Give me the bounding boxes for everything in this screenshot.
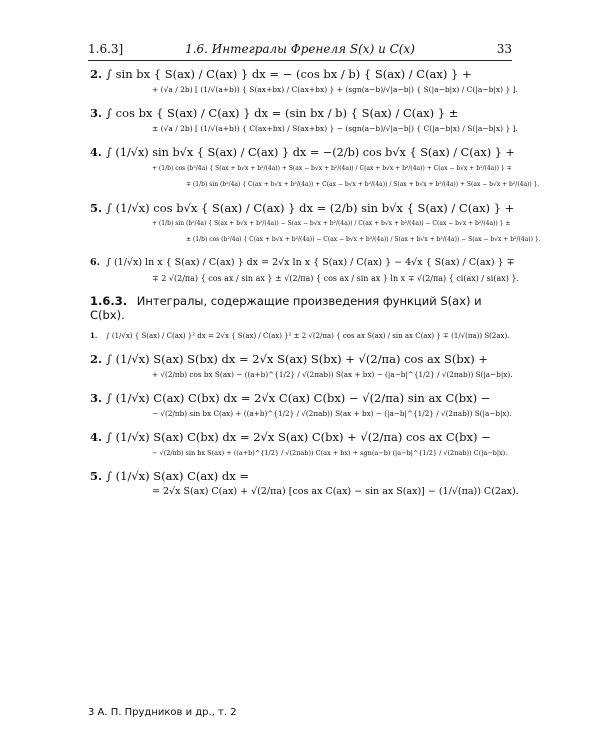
formula-item — [90, 144, 540, 193]
formula-item — [90, 429, 512, 461]
formula-item — [90, 105, 518, 137]
formula-line-continued — [90, 445, 512, 461]
formula-item — [90, 351, 512, 383]
formula-text: ∫ (1/√x) S(ax) C(ax) dx = — [106, 469, 250, 483]
formula-text: ∫ (1/√x) sin b√x { S(ax) / C(ax) } dx = −(2/b) cos b√x { S(ax) / C(ax) } + — [106, 146, 515, 159]
formula-text: ∫ (1/√x) S(ax) C(bx) dx = 2√x S(ax) C(bx) + √(2/πa) cos ax C(bx) − — [106, 430, 491, 444]
formula-item — [90, 328, 512, 344]
formula-number: 1. — [90, 331, 98, 340]
content — [90, 66, 541, 507]
formula-line-continued — [90, 232, 541, 248]
formula-line-first — [90, 144, 515, 161]
section-heading — [90, 294, 512, 322]
formula-line-continued — [90, 271, 520, 287]
formula-text: + (1/b) sin (b²/4a) { S(ax + b√x + b²/(4a)) − S(ax − b√x + b²/(4a)) / C(ax + b√x + b²/(4a)) − C(ax − b√x + b²/(4a)) } ± — [152, 220, 511, 227]
formula-list-a — [90, 66, 541, 287]
formula-text: + (√a / 2b) [ (1/√(a+b)) { S(ax+bx) / C(ax+bx) } + (sgn(a−b)/√|a−b|) { S(|a−b|x) / C(|a−b|x) } ]. — [152, 85, 518, 94]
formula-line-first — [90, 200, 515, 216]
formula-number: 3. — [90, 391, 103, 405]
formula-line-first — [90, 66, 512, 82]
formula-number: 4. — [90, 145, 102, 159]
running-header — [88, 42, 512, 61]
formula-number: 6. — [90, 257, 100, 268]
section-number: 1.6.3. — [90, 294, 128, 308]
formula-line-first — [90, 468, 512, 484]
formula-text: ∫ cos bx { S(ax) / C(ax) } dx = (sin bx / b) { S(ax) / C(ax) } ± — [106, 106, 459, 120]
formula-item — [90, 468, 519, 500]
formula-line-continued — [90, 406, 512, 422]
formula-item — [90, 66, 518, 98]
formula-text: ∫ sin bx { S(ax) / C(ax) } dx = − (cos bx / b) { S(ax) / C(ax) } + — [106, 67, 472, 81]
formula-line-continued — [90, 484, 519, 500]
header-title: 1.6. Интегралы Френеля S(x) и C(x) — [185, 42, 415, 56]
formula-line-first — [90, 328, 512, 344]
formula-number: 5. — [90, 469, 103, 483]
formula-number: 2. — [90, 67, 103, 81]
formula-line-first — [90, 255, 515, 271]
formula-text: ∓ (1/b) sin (b²/4a) { C(ax + b√x + b²/(4a)) + C(ax − b√x + b²/(4a)) / S(ax + b√x + b²/(4a)) + S(ax − b√x + b²/(4a)) }. — [186, 181, 540, 188]
formula-item — [90, 200, 541, 248]
formula-list-b — [90, 328, 519, 500]
formula-text: ∫ (1/√x) S(ax) S(bx) dx = 2√x S(ax) S(bx) + √(2/πa) cos ax S(bx) + — [106, 352, 489, 366]
formula-text: = 2√x S(ax) C(ax) + √(2/πa) [cos ax C(ax) − sin ax S(ax)] − (1/√(πa)) C(2ax). — [152, 486, 519, 497]
formula-number: 4. — [90, 430, 103, 444]
footer-note: 3 А. П. Прудников и др., т. 2 — [88, 707, 237, 718]
formula-line-continued — [90, 121, 518, 137]
formula-text: − √(2/πb) sin bx C(ax) + ((a+b)^{1/2} / √(2πab)) S(ax + bx) − (|a−b|^{1/2} / √(2πab)) S(|a−b|x). — [152, 409, 512, 418]
formula-line-continued — [90, 367, 512, 383]
formula-text: − √(2/πb) sin bx S(ax) + ((a+b)^{1/2} / √(2πab)) C(ax + bx) + sgn(a−b) (|a−b|^{1/2} / √(2πab)) C(|a−b|x). — [152, 449, 508, 457]
formula-text: ± (1/b) cos (b²/4a) { C(ax + b√x + b²/(4a)) − C(ax − b√x + b²/(4a)) / S(ax + b√x + b²/(4a)) − S(ax − b√x + b²/(4a)) }. — [186, 236, 541, 243]
formula-line-first — [90, 429, 512, 445]
formula-text: ∫ (1/√x) C(ax) C(bx) dx = 2√x C(ax) C(bx) − √(2/πa) sin ax C(bx) − — [106, 391, 491, 405]
formula-text: ∫ (1/√x) { S(ax) / C(ax) }² dx = 2√x { S(ax) / C(ax) }² ± 2 √(2/πa) { cos ax S(ax) / sin ax C(ax) } ∓ (1/√(πa)) S(2ax). — [106, 332, 510, 340]
formula-text: + √(2/πb) cos bx S(ax) − ((a+b)^{1/2} / √(2πab)) S(ax + bx) − (|a−b|^{1/2} / √(2πab)) S(|a−b|x). — [152, 370, 513, 379]
formula-text: ∫ (1/√x) ln x { S(ax) / C(ax) } dx = 2√x ln x { S(ax) / C(ax) } − 4√x { S(ax) / C(ax) } ∓ — [106, 257, 515, 268]
formula-line-continued — [90, 177, 540, 193]
formula-line-first — [90, 390, 512, 406]
header-section: 1.6.3] — [88, 42, 124, 56]
formula-text: ∫ (1/√x) cos b√x { S(ax) / C(ax) } dx = (2/b) sin b√x { S(ax) / C(ax) } + — [106, 201, 515, 215]
formula-text: + (1/b) cos (b²/4a) { S(ax + b√x + b²/(4a)) + S(ax − b√x + b²/(4a)) / C(ax + b√x + b²/(4a)) + C(ax − b√x + b²/(4a)) } ∓ — [152, 165, 512, 172]
formula-text: ± (√a / 2b) [ (1/√(a+b)) { C(ax+bx) / S(ax+bx) } − (sgn(a−b)/√|a−b|) { C(|a−b|x) / S(|a−b|x) } ]. — [152, 124, 518, 133]
formula-line-first — [90, 105, 512, 121]
formula-item — [90, 390, 512, 422]
formula-number: 2. — [90, 352, 103, 366]
formula-line-first — [90, 351, 512, 367]
section-title: Интегралы, содержащие произведения функций S(ax) и C(bx). — [90, 294, 482, 322]
page-number: 33 — [496, 42, 512, 56]
formula-line-continued — [90, 216, 512, 232]
formula-number: 3. — [90, 106, 103, 120]
formula-item — [90, 255, 520, 287]
formula-text: ∓ 2 √(2/πa) { cos ax / sin ax } ± √(2/πa) { cos ax / sin ax } ln x ∓ √(2/πa) { ci(ax) / si(ax) }. — [152, 274, 520, 283]
formula-number: 5. — [90, 201, 103, 215]
formula-line-continued — [90, 161, 512, 177]
formula-line-continued — [90, 82, 518, 98]
